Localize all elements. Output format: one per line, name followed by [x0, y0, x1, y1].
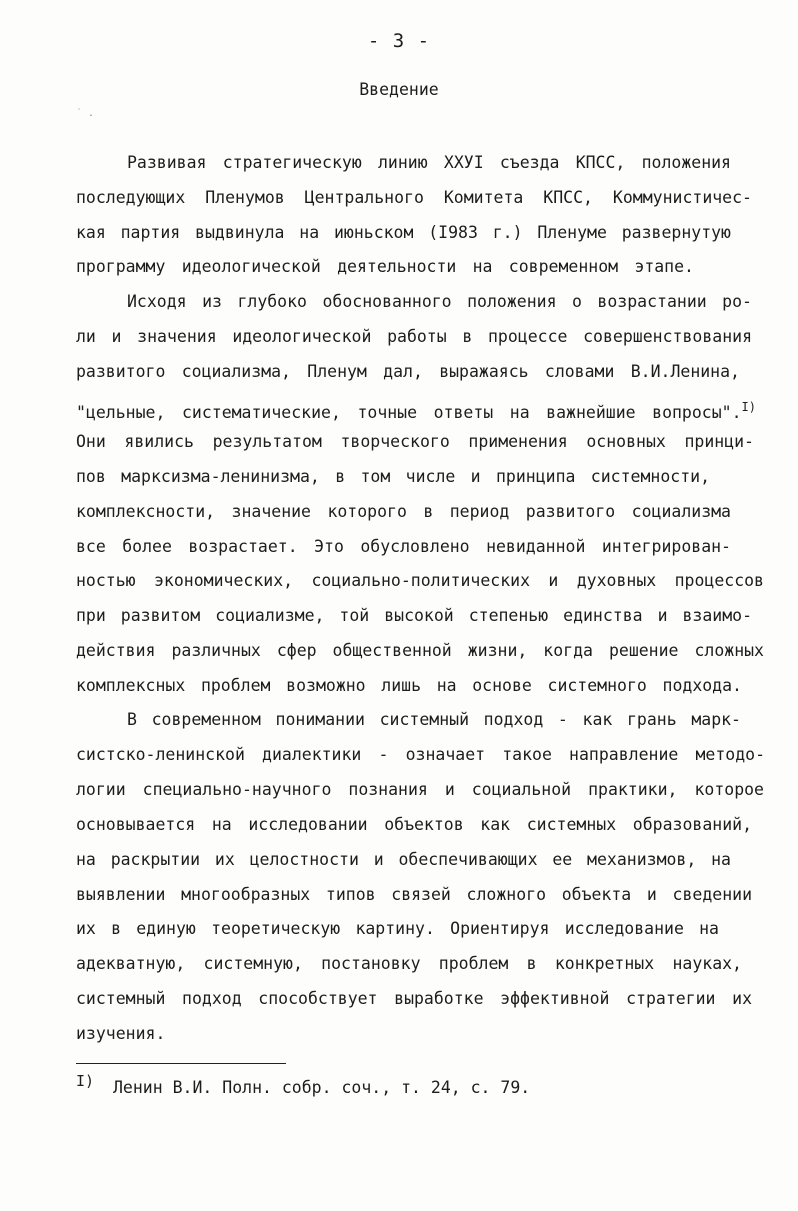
body-line: последующих Пленумов Центрального Комитета КПСС, Коммунистичес- [76, 188, 752, 207]
body-line [76, 392, 756, 422]
body-line: В современном понимании системный подход - как грань марк- [127, 710, 741, 729]
page-number: - 3 - [367, 30, 431, 52]
section-heading: Введение [359, 80, 439, 99]
body-line: Исходя из глубоко обоснованного положения о возрастании ро- [127, 292, 752, 311]
body-line: Они явились результатом творческого применения основных принци- [76, 432, 754, 451]
body-line: адекватную, системную, постановку проблем в конкретных науках, [76, 954, 742, 973]
footnote-reference: I) [741, 400, 756, 414]
body-line: программу идеологической деятельности на современном этапе. [76, 257, 694, 276]
body-line: комплексности, значение которого в период развитого социализма [76, 502, 731, 521]
body-line: пов марксизма-ленинизма, в том числе и принципа системности, [76, 467, 710, 486]
body-line: изучения. [76, 1024, 166, 1043]
quote-text: "цельные, систематические, точные ответы на важнейшие вопросы". [76, 403, 742, 422]
scan-specks: ˙ . [76, 108, 95, 119]
body-line: логии специально-научного познания и социальной практики, которое [76, 780, 764, 799]
footnote-text: Ленин В.И. Полн. собр. соч., т. 24, с. 79. [113, 1078, 531, 1097]
body-line: их в единую теоретическую картину. Ориентируя исследование на [76, 919, 719, 938]
body-line: развитого социализма, Пленум дал, выражаясь словами В.И.Ленина, [76, 362, 740, 381]
body-line: комплексных проблем возможно лишь на основе системного подхода. [76, 676, 742, 695]
body-line: Развивая стратегическую линию XXУI съезда КПСС, положения [127, 153, 731, 172]
body-line: ностью экономических, социально-политических и духовных процессов [76, 571, 764, 590]
body-line: системный подход способствует выработке эффективной стратегии их [76, 989, 752, 1008]
footnote-divider [76, 1063, 286, 1064]
footnote-marker: I) [76, 1072, 95, 1090]
body-line: кая партия выдвинула на июньском (I983 г.) Пленуме развернутую [76, 223, 731, 242]
body-line: ли и значения идеологической работы в процессе совершенствования [76, 327, 752, 346]
body-line: систско-ленинской диалектики - означает такое направление методо- [76, 745, 765, 764]
body-line: основывается на исследовании объектов как системных образований, [76, 815, 752, 834]
body-line: действия различных сфер общественной жизни, когда решение сложных [76, 641, 764, 660]
body-line: все более возрастает. Это обусловлено невиданной интегрирован- [76, 537, 731, 556]
body-line: на раскрытии их целостности и обеспечивающих ее механизмов, на [76, 850, 731, 869]
body-line: при развитом социализме, той высокой степенью единства и взаимо- [76, 606, 752, 625]
body-line: выявлении многообразных типов связей сложного объекта и сведении [76, 885, 752, 904]
